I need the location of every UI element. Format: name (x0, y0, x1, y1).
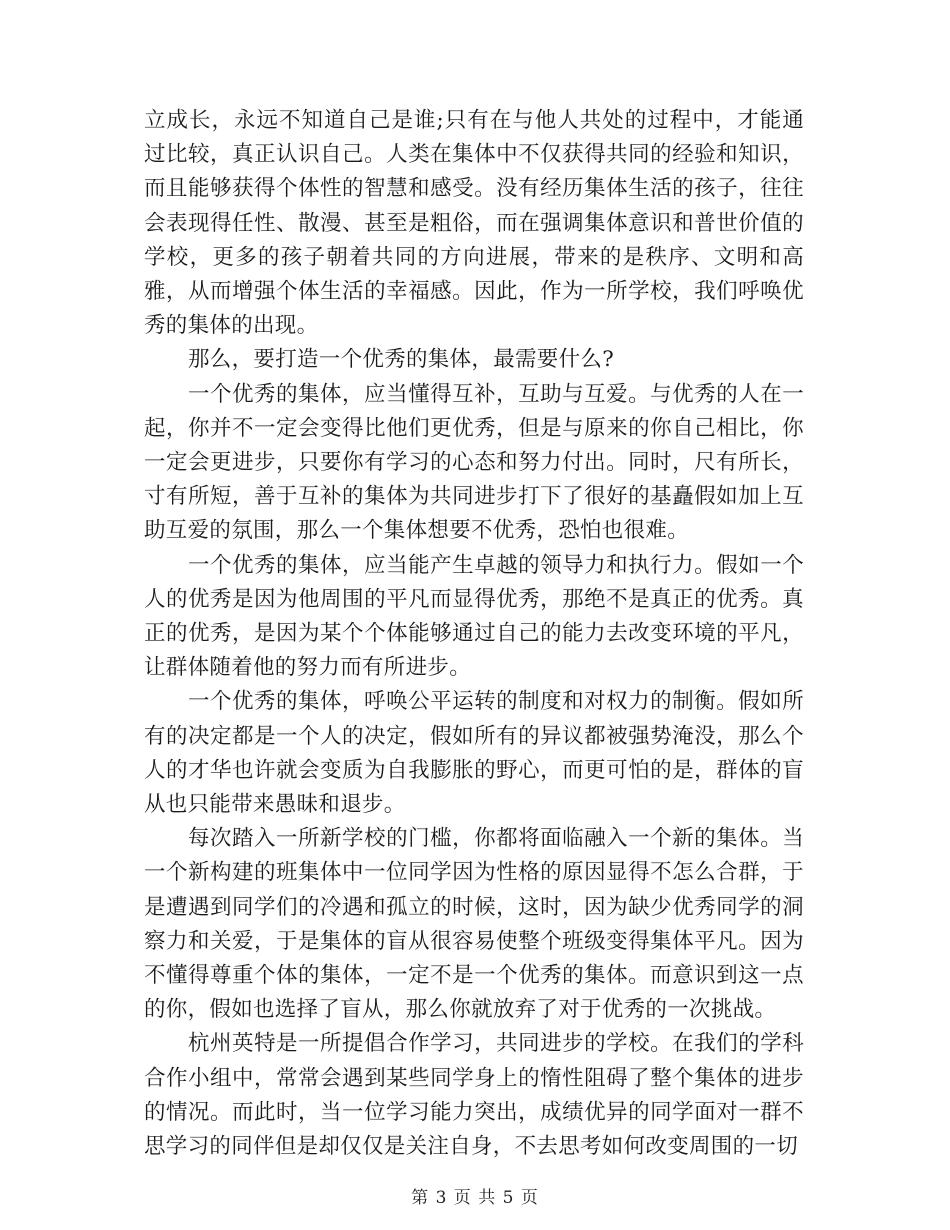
paragraph-5: 一个优秀的集体，呼唤公平运转的制度和对权力的制衡。假如所有的决定都是一个人的决定，假如所有的异议都被强势淹没，那么个人的才华也许就会变质为自我膨胀的野心，而更可怕的是，群体的盲从也只能带来愚昧和退步。 (144, 689, 804, 818)
page-number-label: 第 3 页 共 5 页 (411, 1188, 539, 1208)
body-text (144, 104, 804, 1164)
paragraph-4: 一个优秀的集体，应当能产生卓越的领导力和执行力。假如一个人的优秀是因为他周围的平凡而显得优秀，那绝不是真正的优秀。真正的优秀，是因为某个个体能够通过自己的能力去改变环境的平凡，让群体随着他的努力而有所进步。 (144, 552, 804, 681)
page-footer (0, 1183, 950, 1208)
paragraph-1: 立成长，永远不知道自己是谁;只有在与他人共处的过程中，才能通过比较，真正认识自己。人类在集体中不仅获得共同的经验和知识，而且能够获得个体性的智慧和感受。没有经历集体生活的孩子，往往会表现得任性、散漫、甚至是粗俗，而在强调集体意识和普世价值的学校，更多的孩子朝着共同的方向进展，带来的是秩序、文明和高雅，从而增强个体生活的幸福感。因此，作为一所学校，我们呼唤优秀的集体的出现。 (144, 108, 804, 339)
paragraph-6: 每次踏入一所新学校的门槛，你都将面临融入一个新的集体。当一个新构建的班集体中一位同学因为性格的原因显得不怎么合群，于是遭遇到同学们的冷遇和孤立的时候，这时，因为缺少优秀同学的洞察力和关爱，于是集体的盲从很容易使整个班级变得集体平凡。因为不懂得尊重个体的集体，一定不是一个优秀的集体。而意识到这一点的你，假如也选择了盲从，那么你就放弃了对于优秀的一次挑战。 (144, 826, 804, 1023)
paragraph-2: 那么，要打造一个优秀的集体，最需要什么? (188, 347, 615, 373)
paragraph-7: 杭州英特是一所提倡合作学习，共同进步的学校。在我们的学科合作小组中，常常会遇到某些同学身上的惰性阻碍了整个集体的进步的情况。而此时，当一位学习能力突出，成绩优异的同学面对一群不思学习的同伴但是却仅仅是关注自身，不去思考如何改变周围的一切 (144, 1031, 804, 1160)
paragraph-3: 一个优秀的集体，应当懂得互补，互助与互爱。与优秀的人在一起，你并不一定会变得比他们更优秀，但是与原来的你自己相比，你一定会更进步，只要你有学习的心态和努力付出。同时，尺有所长，寸有所短，善于互补的集体为共同进步打下了很好的基矗假如加上互助互爱的氛围，那么一个集体想要不优秀，恐怕也很难。 (144, 381, 804, 544)
